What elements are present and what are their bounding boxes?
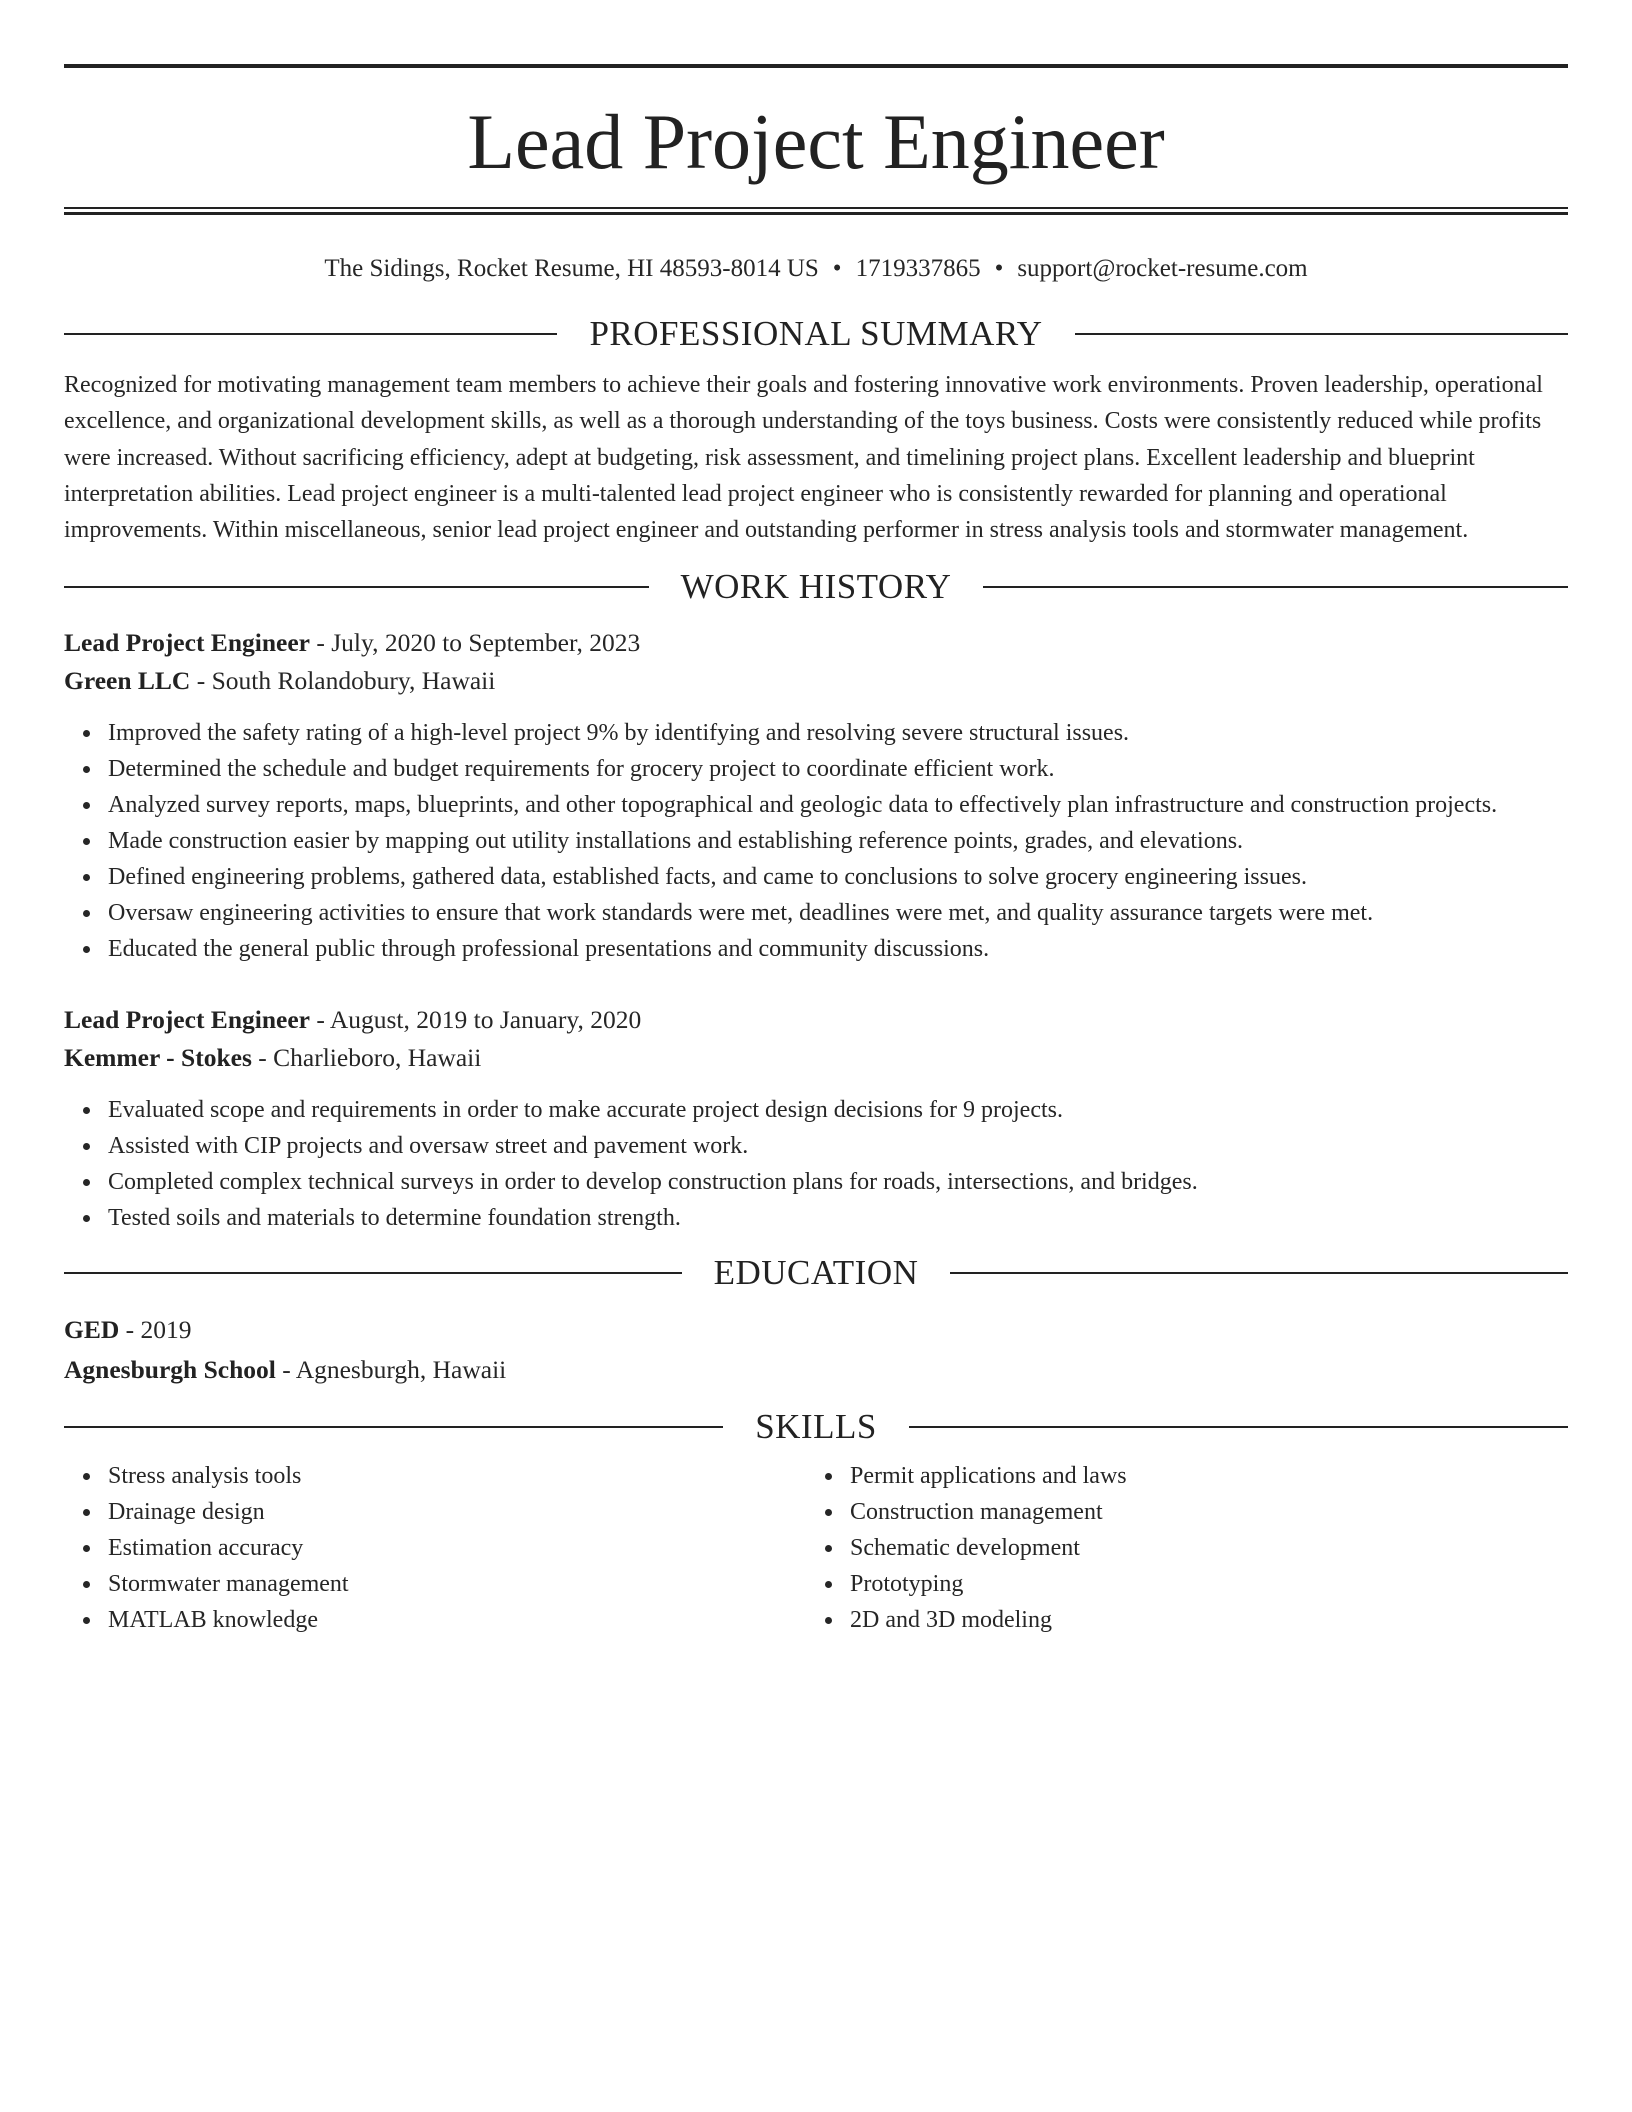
summary-text: Recognized for motivating management team members to achieve their goals and fostering innovative work environments. Proven leadership, operational excellence, and organizational development skills, as well as a thorough understanding of the toys business. Costs were consistently reduced while profits were increased. Without sacrificing efficiency, adept at budgeting, risk assessment, and timelining project plans. Excellent leadership and blueprint interpretation abilities. Lead project engineer is a multi-talented lead project engineer who is consistently rewarded for planning and operational improvements. Within miscellaneous, senior lead project engineer and outstanding performer in stress analysis tools and stormwater management. <box>64 372 1543 544</box>
skill-item: Stress analysis tools <box>108 1458 806 1494</box>
job-bullet: Tested soils and materials to determine foundation strength. <box>108 1200 1568 1236</box>
job-bullets <box>64 1092 1568 1236</box>
skill-item: Permit applications and laws <box>850 1458 1548 1494</box>
education-school: Agnesburgh School <box>64 1355 276 1385</box>
heading-rule-right <box>1075 333 1568 335</box>
section-title: SKILLS <box>755 1407 877 1447</box>
section-title: PROFESSIONAL SUMMARY <box>589 314 1043 353</box>
heading-rule-left <box>64 333 557 335</box>
education-location: - Agnesburgh, Hawaii <box>275 1355 507 1385</box>
skills-list <box>64 1458 806 1638</box>
skill-item: Prototyping <box>850 1566 1548 1602</box>
job-bullet: Oversaw engineering activities to ensure that work standards were met, deadlines were met, and quality assurance targets were met. <box>108 895 1568 931</box>
header-top-rule <box>64 64 1568 68</box>
skill-item: Estimation accuracy <box>108 1530 806 1566</box>
job-bullets <box>64 715 1568 967</box>
contact-line <box>64 249 1568 289</box>
job-title-line <box>64 1001 1568 1039</box>
heading-rule-left <box>64 586 649 588</box>
job-bullet: Analyzed survey reports, maps, blueprints, and other topographical and geologic data to effectively plan infrastructure and construction projects. <box>108 787 1568 823</box>
job-location: - South Rolandobury, Hawaii <box>190 666 496 696</box>
heading-rule-right <box>950 1272 1568 1274</box>
education-school-line <box>64 1350 1568 1390</box>
skill-item: Construction management <box>850 1494 1548 1530</box>
contact-separator: • <box>832 255 842 282</box>
heading-rule-right <box>983 586 1568 588</box>
job-dates: - August, 2019 to January, 2020 <box>309 1005 642 1035</box>
job-location: - Charlieboro, Hawaii <box>251 1043 482 1073</box>
section-title: EDUCATION <box>713 1253 919 1293</box>
job-entry <box>64 624 1568 967</box>
skill-item: Stormwater management <box>108 1566 806 1602</box>
job-bullet: Evaluated scope and requirements in order to make accurate project design decisions for 9 projects. <box>108 1092 1568 1128</box>
contact-phone: 1719337865 <box>855 255 981 282</box>
heading-rule-left <box>64 1426 723 1428</box>
job-title: Lead Project Engineer <box>64 1005 310 1035</box>
job-company-line <box>64 1039 1568 1077</box>
section-heading-education <box>64 1250 1568 1296</box>
contact-email: support@rocket-resume.com <box>1017 255 1308 282</box>
skills-grid <box>64 1458 1568 1638</box>
resume-name: Lead Project Engineer <box>467 98 1165 185</box>
education-entry <box>64 1310 1568 1390</box>
header-double-rule <box>64 207 1568 215</box>
job-dates: - July, 2020 to September, 2023 <box>309 628 641 658</box>
job-company-line <box>64 662 1568 700</box>
job-bullet: Assisted with CIP projects and oversaw street and pavement work. <box>108 1128 1568 1164</box>
education-degree: GED <box>64 1315 120 1345</box>
skill-item: MATLAB knowledge <box>108 1602 806 1638</box>
education-degree-line <box>64 1310 1568 1350</box>
heading-rule-right <box>909 1426 1568 1428</box>
job-bullet: Determined the schedule and budget requirements for grocery project to coordinate efficient work. <box>108 751 1568 787</box>
skills-column-left <box>64 1458 806 1638</box>
section-heading-summary <box>64 311 1568 357</box>
job-bullet: Defined engineering problems, gathered data, established facts, and came to conclusions to solve grocery engineering issues. <box>108 859 1568 895</box>
contact-address: The Sidings, Rocket Resume, HI 48593-8014 US <box>324 255 819 282</box>
job-company: Kemmer - Stokes <box>64 1043 252 1073</box>
skill-item: Drainage design <box>108 1494 806 1530</box>
job-bullet: Educated the general public through professional presentations and community discussions. <box>108 931 1568 967</box>
section-heading-skills <box>64 1404 1568 1450</box>
education-year: - 2019 <box>119 1315 192 1345</box>
contact-separator: • <box>994 255 1004 282</box>
job-bullet: Made construction easier by mapping out utility installations and establishing reference points, grades, and elevations. <box>108 823 1568 859</box>
job-bullet: Improved the safety rating of a high-level project 9% by identifying and resolving severe structural issues. <box>108 715 1568 751</box>
heading-rule-left <box>64 1272 682 1274</box>
skill-item: Schematic development <box>850 1530 1548 1566</box>
skill-item: 2D and 3D modeling <box>850 1602 1548 1638</box>
job-title-line <box>64 624 1568 662</box>
job-title: Lead Project Engineer <box>64 628 310 658</box>
skills-column-right <box>806 1458 1548 1638</box>
job-company: Green LLC <box>64 666 191 696</box>
skills-list <box>806 1458 1548 1638</box>
section-title: WORK HISTORY <box>680 567 952 607</box>
section-heading-work <box>64 564 1568 610</box>
job-entry <box>64 1001 1568 1236</box>
job-bullet: Completed complex technical surveys in order to develop construction plans for roads, intersections, and bridges. <box>108 1164 1568 1200</box>
